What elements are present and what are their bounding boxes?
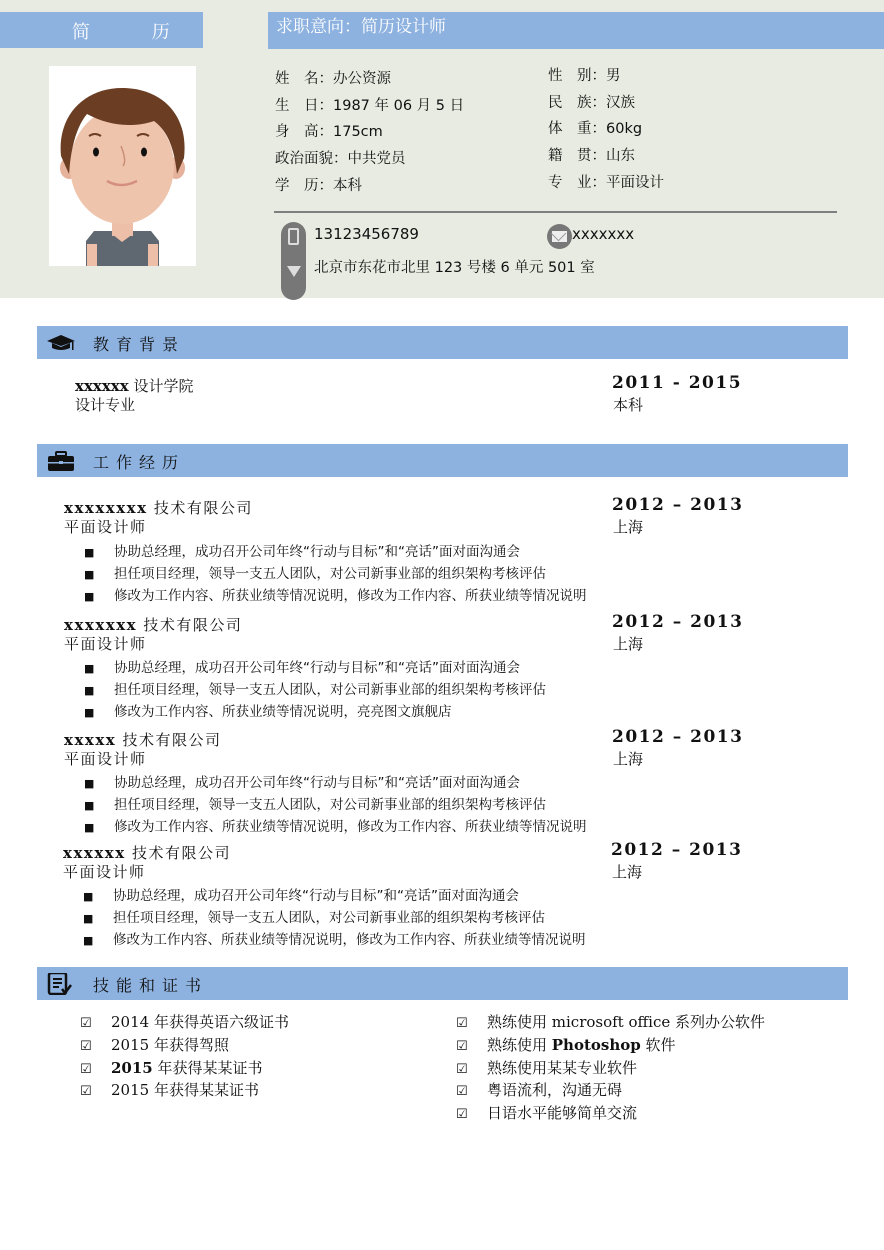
job-objective: 求职意向：简历设计师 (276, 17, 446, 37)
job-title: 平面设计师 (64, 750, 147, 768)
job-bullets (83, 886, 586, 951)
info-birthday: 生 日：1987 年 06 月 5 日 (275, 97, 465, 114)
job-bullet: ■ 担任项目经理，领导一支五人团队，对公司新事业部的组织架构考核评估 (84, 564, 587, 586)
section-title: 工作经历 (93, 453, 186, 472)
job-bullet: ■ 修改为工作内容、所获业绩等情况说明，修改为工作内容、所获业绩等情况说明 (84, 817, 587, 839)
school-name: xxxxxx 设计学院 (75, 377, 194, 395)
personal-info-right (548, 63, 664, 197)
school-major: 设计专业 (75, 396, 136, 414)
education-dates: 2011 - 2015 (612, 373, 743, 393)
contact-icons (281, 222, 306, 300)
checkbox-checked-icon: ☑ (456, 1084, 468, 1100)
info-height: 身 高：175cm (275, 124, 383, 141)
job-bullets (84, 773, 587, 838)
job-dates: 2012 – 2013 (612, 495, 744, 515)
skill-item: ☑ 粤语流利，沟通无碍 (456, 1080, 765, 1103)
job-place: 上海 (612, 863, 643, 881)
job-company: xxxxx 技术有限公司 (64, 731, 222, 749)
certificate-item: ☑ 2014 年获得英语六级证书 (80, 1012, 289, 1035)
job-bullet: ■ 协助总经理，成功召开公司年终“行动与目标”和“亮话”面对面沟通会 (84, 658, 546, 680)
briefcase-icon (46, 450, 76, 472)
job-place: 上海 (613, 635, 644, 653)
graduation-cap-icon (46, 332, 76, 354)
job-dates: 2012 – 2013 (611, 840, 743, 860)
job-dates: 2012 – 2013 (612, 612, 744, 632)
job-bullet: ■ 修改为工作内容、所获业绩等情况说明，亮亮图文旗舰店 (84, 702, 546, 724)
job-bullet: ■ 担任项目经理，领导一支五人团队，对公司新事业部的组织架构考核评估 (83, 908, 586, 930)
job-company: xxxxxxx 技术有限公司 (64, 616, 243, 634)
section-skills (37, 967, 848, 1000)
job-bullets (84, 542, 587, 607)
job-bullet: ■ 协助总经理，成功召开公司年终“行动与目标”和“亮话”面对面沟通会 (84, 773, 587, 795)
email-icon (547, 224, 572, 249)
objective-bar (268, 12, 884, 49)
checkbox-checked-icon: ☑ (80, 1084, 92, 1100)
resume-title: 简 历 (72, 22, 198, 43)
certificate-item: ☑ 2015 年获得某某证书 (80, 1058, 289, 1081)
info-education-level: 学 历：本科 (275, 177, 362, 194)
checkbox-checked-icon: ☑ (456, 1016, 468, 1031)
job-bullet: ■ 担任项目经理，领导一支五人团队，对公司新事业部的组织架构考核评估 (84, 680, 546, 702)
job-company: xxxxxxxx 技术有限公司 (64, 499, 253, 517)
checkbox-checked-icon: ☑ (80, 1061, 92, 1077)
job-bullet: ■ 修改为工作内容、所获业绩等情况说明，修改为工作内容、所获业绩等情况说明 (83, 930, 586, 952)
job-place: 上海 (613, 518, 644, 536)
checkbox-checked-icon: ☑ (456, 1107, 468, 1123)
checkbox-checked-icon: ☑ (456, 1038, 468, 1054)
profile-photo (49, 66, 196, 266)
certificate-item: ☑ 2015 年获得某某证书 (80, 1080, 289, 1103)
info-ethnicity: 民 族：汉族 (548, 94, 635, 111)
personal-info-left (275, 66, 464, 200)
info-gender: 性 别：男 (548, 68, 621, 84)
education-degree: 本科 (613, 396, 644, 414)
job-bullet: ■ 担任项目经理，领导一支五人团队，对公司新事业部的组织架构考核评估 (84, 795, 587, 817)
section-education (37, 326, 848, 359)
info-divider (274, 211, 837, 213)
info-major: 专 业：平面设计 (548, 174, 664, 191)
info-name: 姓 名：办公资源 (275, 71, 391, 87)
skill-item: ☑ 熟练使用某某专业软件 (456, 1058, 765, 1081)
section-title: 技能和证书 (93, 976, 209, 995)
job-title: 平面设计师 (63, 863, 146, 881)
job-title: 平面设计师 (64, 635, 147, 653)
skills-list (456, 1012, 765, 1126)
certificates-list (80, 1012, 289, 1103)
checkbox-checked-icon: ☑ (456, 1061, 468, 1077)
job-bullet: ■ 协助总经理，成功召开公司年终“行动与目标”和“亮话”面对面沟通会 (84, 542, 587, 564)
job-bullets (84, 658, 546, 723)
phone-icon (288, 228, 299, 245)
job-bullet: ■ 修改为工作内容、所获业绩等情况说明，修改为工作内容、所获业绩等情况说明 (84, 586, 587, 608)
job-title: 平面设计师 (64, 518, 147, 536)
info-political-status: 政治面貌：中共党员 (275, 151, 406, 168)
certificate-item: ☑ 2015 年获得驾照 (80, 1035, 289, 1058)
skill-item: ☑ 日语水平能够简单交流 (456, 1103, 765, 1126)
location-icon (287, 266, 301, 277)
checklist-icon (46, 973, 76, 995)
home-address: 北京市东花市北里 123 号楼 6 单元 501 室 (314, 260, 595, 276)
job-company: xxxxxx 技术有限公司 (63, 844, 231, 862)
info-hometown: 籍 贯：山东 (548, 148, 635, 165)
checkbox-checked-icon: ☑ (80, 1038, 92, 1054)
info-weight: 体 重：60kg (548, 121, 643, 138)
email-address: xxxxxxx (572, 225, 635, 243)
skill-item: ☑ 熟练使用 Photoshop 软件 (456, 1035, 765, 1058)
skill-item: ☑ 熟练使用 microsoft office 系列办公软件 (456, 1012, 765, 1035)
section-work (37, 444, 848, 477)
checkbox-checked-icon: ☑ (80, 1016, 92, 1031)
phone-number: 13123456789 (314, 225, 419, 243)
resume-title-bar (0, 12, 203, 48)
job-bullet: ■ 协助总经理，成功召开公司年终“行动与目标”和“亮话”面对面沟通会 (83, 886, 586, 908)
section-title: 教育背景 (93, 335, 186, 354)
job-place: 上海 (613, 750, 644, 768)
avatar-icon (49, 66, 196, 266)
job-dates: 2012 – 2013 (612, 727, 744, 747)
